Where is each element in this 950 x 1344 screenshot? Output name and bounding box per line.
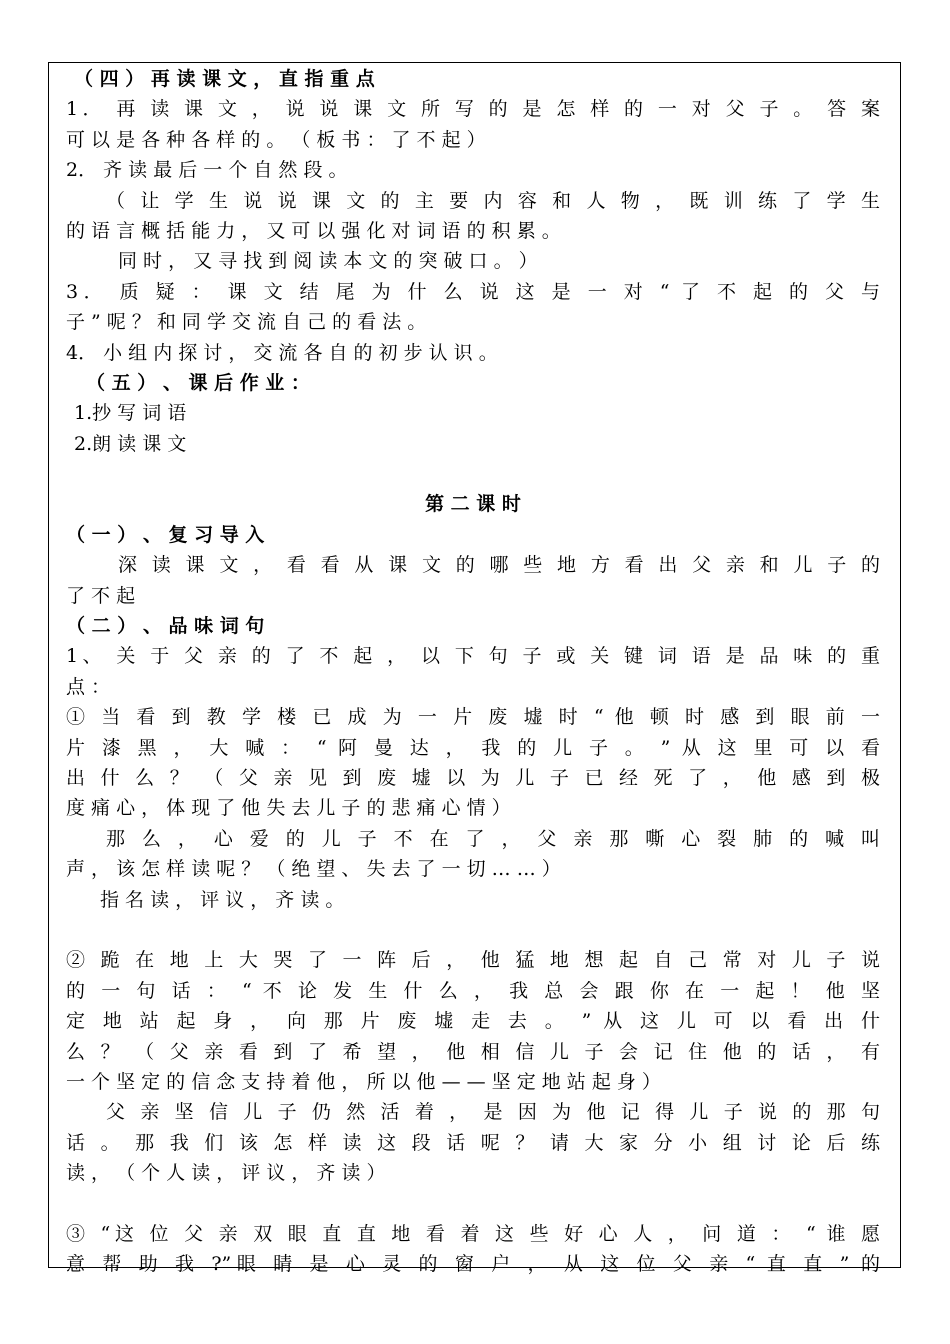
lesson-2-title: 第 二 课 时: [425, 493, 521, 516]
s4-item3-line2: 子 ” 呢 ？ 和 同 学 交 流 自 己 的 看 法 。: [66, 311, 427, 334]
q2-line4: 么 ？ （ 父 亲 看 到 了 希 望 ， 他 相 信 儿 子 会 记 住 他 的 话 ， 有: [66, 1040, 880, 1063]
q3-line1: ③ “这 位 父 亲 双 眼 直 直 地 看 着 这 些 好 心 人 ， 问 道 ： “ 谁 愿: [66, 1222, 880, 1245]
q1-line5: 那 么 ， 心 爱 的 儿 子 不 在 了 ， 父 亲 那 嘶 心 裂 肺 的 喊 叫: [106, 827, 880, 850]
q1-line7: 指 名 读 ， 评 议 ， 齐 读 。: [100, 888, 345, 911]
q2-line2: 的 一 句 话 ： “ 不 论 发 生 什 么 ， 我 总 会 跟 你 在 一 起 ！ 他 坚: [66, 979, 880, 1002]
spacer: [66, 459, 880, 489]
s4-item1-line1: 1． 再 读 课 文 ， 说 说 课 文 所 写 的 是 怎 样 的 一 对 父 子 。 答 案: [66, 98, 880, 121]
q2-line5: 一 个 坚 定 的 信 念 支 持 着 他 ， 所 以 他 — — 坚 定 地 站 起 身 ）: [66, 1070, 661, 1093]
q2-line1: ② 跪 在 地 上 大 哭 了 一 阵 后 ， 他 猛 地 想 起 自 己 常 对 儿 子 说: [66, 949, 880, 972]
q2-line7: 话 。 那 我 们 该 怎 样 读 这 段 话 呢 ？ 请 大 家 分 小 组 讨 论 后 练: [66, 1131, 880, 1154]
q2-line6: 父 亲 坚 信 儿 子 仍 然 活 着 ， 是 因 为 他 记 得 儿 子 说 的 那 句: [106, 1101, 880, 1124]
s4-note-line2: 的 语 言 概 括 能 力 ， 又 可 以 强 化 对 词 语 的 积 累 。: [66, 219, 561, 242]
part-1-heading: （ 一 ） 、 复 习 导 入: [66, 523, 265, 546]
s4-note-line3: 同 时 ， 又 寻 找 到 阅 读 本 文 的 突 破 口 。 ）: [118, 250, 538, 273]
s4-item1-line2: 可 以 是 各 种 各 样 的 。 （ 板 书 ： 了 不 起 ）: [66, 128, 486, 151]
q1-line2: 片 漆 黑 ， 大 喊 ： “ 阿 曼 达 ， 我 的 儿 子 。 ” 从 这 里 可 以 看: [66, 736, 880, 759]
homework-item-2: 2.朗 读 课 文: [74, 432, 187, 455]
q1-line3: 出 什 么 ？ （ 父 亲 见 到 废 墟 以 为 儿 子 已 经 死 了 ， 他 感 到 极: [66, 766, 880, 789]
s4-item4: 4． 小 组 内 探 讨 ， 交 流 各 自 的 初 步 认 识 。: [66, 341, 498, 364]
q2-line8: 读 ， （ 个 人 读 ， 评 议 ， 齐 读 ）: [66, 1162, 386, 1185]
spacer: [66, 1188, 880, 1218]
p2-intro-line2: 点 ：: [66, 675, 111, 698]
p2-intro-line1: 1、 关 于 父 亲 的 了 不 起 ， 以 下 句 子 或 关 键 词 语 是 品 味 的 重: [66, 645, 880, 668]
part1-line2: 了 不 起: [66, 584, 136, 607]
q2-line3: 定 地 站 起 身 ， 向 那 片 废 墟 走 去 。 ” 从 这 儿 可 以 看 出 什: [66, 1010, 880, 1033]
spacer: [66, 915, 880, 945]
part-2-heading: （ 二 ） 、 品 味 词 句: [66, 615, 265, 638]
section-5-heading: （ 五 ） 、 课 后 作 业 ：: [86, 371, 310, 394]
homework-item-1: 1.抄 写 词 语: [74, 402, 187, 425]
s4-note-line1: （ 让 学 生 说 说 课 文 的 主 要 内 容 和 人 物 ， 既 训 练 了 学 生: [106, 189, 880, 212]
s4-item2: 2． 齐 读 最 后 一 个 自 然 段 。: [66, 159, 348, 182]
s4-item3-line1: 3． 质 疑 ： 课 文 结 尾 为 什 么 说 这 是 一 对 “ 了 不 起 的 父 与: [66, 280, 880, 303]
part1-line1: 深 读 课 文 ， 看 看 从 课 文 的 哪 些 地 方 看 出 父 亲 和 儿 子 的: [118, 554, 880, 577]
q1-line4: 度 痛 心 ， 体 现 了 他 失 去 儿 子 的 悲 痛 心 情 ）: [66, 797, 511, 820]
document-body: [66, 64, 880, 1280]
q1-line6: 声 ， 该 怎 样 读 呢 ？ （ 绝 望 、 失 去 了 一 切 … … ）: [66, 858, 561, 881]
q3-line2: 意 帮 助 我 ?”眼 睛 是 心 灵 的 窗 户 ， 从 这 位 父 亲 “ 直 直 ” 的: [66, 1253, 880, 1276]
section-4-heading: （ 四 ） 再 读 课 文 ， 直 指 重 点: [74, 68, 375, 90]
q1-line1: ① 当 看 到 教 学 楼 已 成 为 一 片 废 墟 时 “ 他 顿 时 感 到 眼 前 一: [66, 706, 880, 729]
